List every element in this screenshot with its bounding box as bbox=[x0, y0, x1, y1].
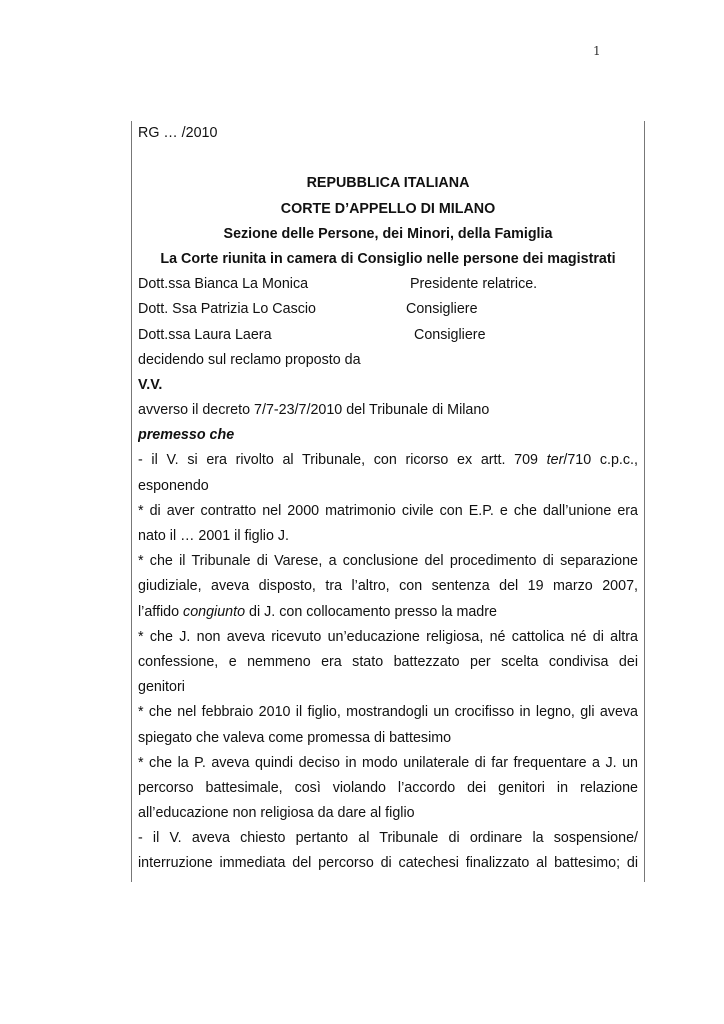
paragraph-line: * che il Tribunale di Varese, a conclusione del procedimento di separazione bbox=[138, 553, 638, 570]
paragraph-line: * di aver contratto nel 2000 matrimonio civile con E.P. e che dall’unione era bbox=[138, 502, 638, 519]
paragraph-line: esponendo bbox=[138, 477, 209, 494]
judge-row-3 bbox=[138, 323, 638, 348]
judge-row-1 bbox=[138, 272, 638, 297]
judge-row-2 bbox=[138, 297, 638, 322]
judge-role: Consigliere bbox=[406, 301, 478, 318]
case-number: RG … /2010 bbox=[138, 125, 218, 141]
judge-name: Dott.ssa Bianca La Monica bbox=[138, 276, 309, 293]
document-body bbox=[138, 121, 638, 877]
paragraph-line: all’educazione non religiosa da dare al figlio bbox=[138, 805, 415, 822]
judge-name: Dott.ssa Laura Laera bbox=[138, 326, 272, 343]
paragraph-line: nato il … 2001 il figlio J. bbox=[138, 528, 289, 544]
paragraph-line: giudiziale, aveva disposto, tra l’altro, con sentenza del 19 marzo 2007, bbox=[138, 578, 638, 595]
paragraph-line: genitori bbox=[138, 679, 185, 696]
section-heading: premesso che bbox=[138, 427, 235, 444]
judge-name: Dott. Ssa Patrizia Lo Cascio bbox=[138, 301, 316, 318]
paragraph-line: percorso battesimale, così violando l’accordo dei genitori in relazione bbox=[138, 779, 638, 796]
paragraph-line: - il V. si era rivolto al Tribunale, con ricorso ex artt. 709 ter/710 c.p.c., bbox=[138, 452, 638, 469]
party-name: V.V. bbox=[138, 376, 163, 393]
judge-role: Presidente relatrice. bbox=[410, 276, 538, 293]
paragraph-line: interruzione immediata del percorso di catechesi finalizzato al battesimo; di bbox=[138, 855, 638, 872]
heading-court: CORTE D’APPELLO DI MILANO bbox=[280, 200, 496, 217]
paragraph-line: * che la P. aveva quindi deciso in modo unilaterale di far frequentare a J. un bbox=[138, 754, 638, 771]
paragraph-line: l’affido congiunto di J. con collocamento presso la madre bbox=[138, 603, 497, 620]
page-number: 1 bbox=[593, 44, 601, 58]
right-margin-rule bbox=[644, 121, 645, 882]
heading-council: La Corte riunita in camera di Consiglio nelle persone dei magistrati bbox=[160, 250, 616, 267]
judge-role: Consigliere bbox=[414, 326, 486, 343]
paragraph-line: * che nel febbraio 2010 il figlio, mostrandogli un crocifisso in legno, gli aveva bbox=[138, 704, 638, 721]
paragraph-line: decidendo sul reclamo proposto da bbox=[138, 351, 361, 368]
paragraph-line: spiegato che valeva come promessa di battesimo bbox=[138, 729, 452, 746]
left-margin-rule bbox=[131, 121, 132, 882]
heading-republic: REPUBBLICA ITALIANA bbox=[306, 175, 470, 192]
paragraph-line: avverso il decreto 7/7-23/7/2010 del Tribunale di Milano bbox=[138, 402, 490, 419]
paragraph-line: - il V. aveva chiesto pertanto al Tribunale di ordinare la sospensione/ bbox=[138, 830, 638, 847]
paragraph-line: confessione, e nemmeno era stato battezzato per scelta condivisa dei bbox=[138, 653, 638, 670]
heading-section: Sezione delle Persone, dei Minori, della Famiglia bbox=[223, 225, 553, 242]
paragraph-line: * che J. non aveva ricevuto un’educazione religiosa, né cattolica né di altra bbox=[138, 628, 638, 645]
